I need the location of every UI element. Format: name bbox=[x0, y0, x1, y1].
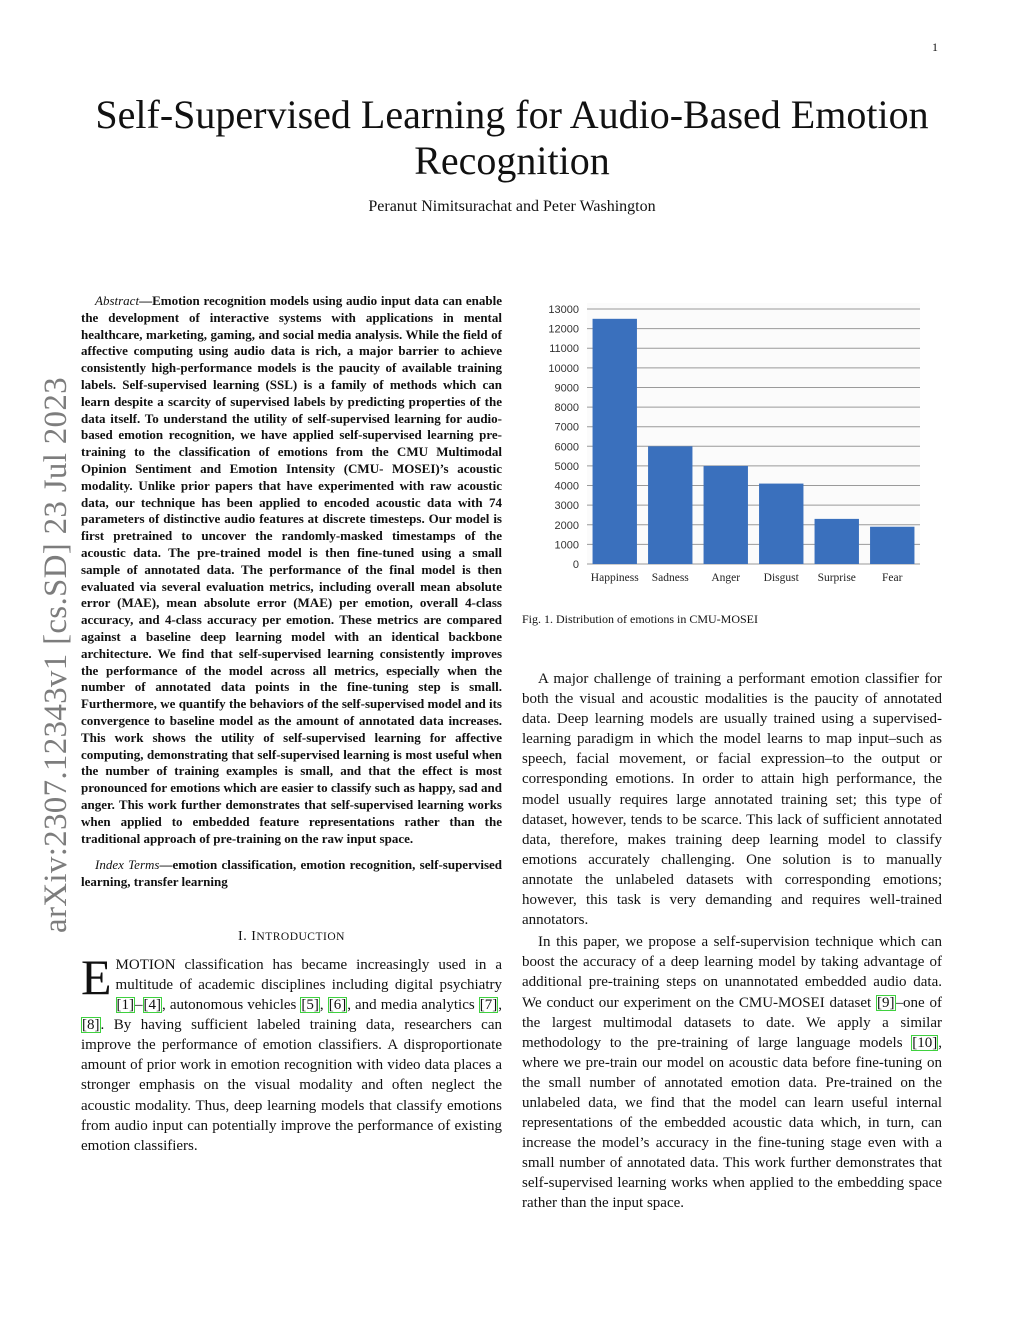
text-run: , bbox=[498, 997, 502, 1014]
section-title-initial: I bbox=[251, 928, 257, 944]
y-tick-label: 2000 bbox=[554, 519, 579, 532]
bar-happiness bbox=[593, 319, 637, 564]
section-title-rest: NTRODUCTION bbox=[256, 930, 345, 943]
y-tick-label: 1000 bbox=[554, 539, 579, 552]
right-column bbox=[522, 292, 942, 1214]
abstract bbox=[81, 293, 502, 847]
text-run: – bbox=[135, 997, 143, 1014]
x-tick-label: Happiness bbox=[590, 572, 639, 584]
left-column bbox=[81, 293, 502, 1156]
text-run: , where we pre-train our model on acoustic data before fine-tuning on the small number of annotated emotion data. Pre-trained on the unlabeled data, we find that the model can learn useful internal representations of the embedded acoustic data which, in turn, can increase the model’s accuracy in the fine-tuning stage even with a small number of annotated data. This work further demonstrates that self-supervised learning works when applied to the embedding space rather than the input space. bbox=[522, 1034, 942, 1212]
text-run: –one of the largest multimodal datasets to date. We apply a similar methodology to the pre-training of large language models bbox=[522, 994, 942, 1051]
section-number: I. bbox=[238, 928, 248, 944]
abstract-text: —Emotion recognition models using audio input data can enable the development of interactive systems with applications in mental healthcare, marketing, gaming, and social media analysis. While the field of affective computing using audio data is rich, a major barrier to achieve consistently high-performance models is the paucity of available training labels. Self-supervised learning (SSL) is a family of methods which can learn despite a scarcity of supervised labels by predicting properties of the data itself. To understand the utility of self-supervised learning for audio-based emotion recognition, we have applied self-supervised learning pre-training to the classification of emotions from the CMU Multimodal Opinion Sentiment and Emotion Intensity (CMU- MOSEI)’s acoustic modality. Unlike prior papers that have experimented with raw acoustic data, our technique has been applied to encoded acoustic data with 74 parameters of distinctive audio features at discrete timesteps. Our model is first pretrained to uncover the randomly-masked timestamps of the acoustic data. The pre-trained model is then fine-tuned using a small sample of annotated data. The performance of the final model is then evaluated via several evaluation metrics, including overall mean absolute error (MAE), mean absolute error (MAE) per emotion, overall 4-class accuracy, and 4-class accuracy per emotion. These metrics are compared against a baseline deep learning model with an identical backbone architecture. We find that self-supervised learning consistently improves the performance of the model across all metrics, especially when the number of annotated data points in the fine-tuning step is small. Furthermore, we quantify the behaviors of the self-supervised model and its convergence to baseline model as the amount of annotated data increases. This work shows the utility of self-supervised learning for affective computing, demonstrating that self-supervised learning is most useful when the number of training examples is small, and that the effect is most pronounced for emotions which are easier to classify such as happy, sad and anger. This work further demonstrates that self-supervised learning works when applied to embedded feature representations rather than the traditional approach of pre-training on the raw input space. bbox=[81, 293, 502, 846]
intro-paragraph-3 bbox=[522, 932, 942, 1213]
arxiv-identifier: arXiv:2307.12343v1 [cs.SD] 23 Jul 2023 bbox=[38, 377, 74, 933]
y-tick-label: 13000 bbox=[548, 304, 579, 316]
bar-disgust bbox=[759, 484, 803, 564]
page-number: 1 bbox=[932, 40, 938, 54]
text-run: , autonomous vehicles bbox=[162, 997, 301, 1014]
citation-link[interactable]: [10] bbox=[912, 1034, 938, 1051]
index-terms-label: Index Terms bbox=[95, 857, 160, 873]
y-tick-label: 0 bbox=[572, 559, 579, 571]
abstract-label: Abstract bbox=[95, 293, 140, 308]
x-tick-label: Fear bbox=[882, 572, 903, 584]
paper-authors: Peranut Nimitsurachat and Peter Washington bbox=[368, 198, 656, 215]
intro-paragraph-1 bbox=[81, 948, 502, 1156]
citation-link[interactable]: [8] bbox=[82, 1017, 100, 1034]
y-tick-label: 9000 bbox=[554, 382, 579, 395]
y-tick-label: 4000 bbox=[554, 480, 579, 493]
bar-fear bbox=[870, 527, 914, 564]
bar-anger bbox=[704, 466, 748, 564]
citation-link[interactable]: [6] bbox=[328, 997, 347, 1014]
y-tick-label: 8000 bbox=[554, 402, 579, 415]
citation-link[interactable]: [5] bbox=[301, 997, 319, 1014]
citation-link[interactable]: [9] bbox=[877, 994, 895, 1011]
text-run: . By having sufficient labeled training data, researchers can improve the performance of emotion classifiers. A disproportionate amount of prior work in emotion recognition with video data places a stronger emphasis on the visual modality and often neglect the acoustic modality. Thus, deep learning models that classify emotions from audio input can potentially improve the performance of existing emotion classifiers. bbox=[81, 1017, 502, 1154]
citation-link[interactable]: [1] bbox=[116, 997, 135, 1014]
text-run: In this paper, we propose a self-supervision technique which can boost the accuracy of a deep learning model by taking advantage of additional pre-training steps on unannotated embedded audio data. We conduct our experiment on the CMU-MOSEI dataset bbox=[522, 934, 942, 1011]
paper-title: Self-Supervised Learning for Audio-Based Emotion Recognition bbox=[95, 92, 929, 183]
y-tick-label: 12000 bbox=[548, 323, 579, 336]
x-tick-label: Sadness bbox=[651, 572, 689, 584]
intro-paragraph-2: A major challenge of training a performant emotion classifier for both the visual and acoustic modalities is the paucity of annotated data. Deep learning models are usually trained using a supervised-learning paradigm in which the model learns to map input–such as speech, facial movement, or facial expression–to the output or corresponding emotions. In order to attain high performance, the model usually requires large annotated training set; this type of dataset, however, tends to be scarce. This lack of sufficient annotated data, therefore, makes training deep learning model to classify emotions accurately challenging. One solution is to manually annotate the unlabeled datasets with corresponding emotions; however, this task is very demanding and requires well-trained annotators. bbox=[522, 671, 942, 929]
bar-surprise bbox=[815, 519, 859, 564]
y-tick-label: 6000 bbox=[554, 441, 579, 454]
figure-caption: Fig. 1. Distribution of emotions in CMU-MOSEI bbox=[522, 612, 759, 626]
y-tick-label: 10000 bbox=[548, 362, 579, 375]
y-tick-label: 11000 bbox=[549, 343, 579, 356]
y-tick-label: 5000 bbox=[554, 460, 579, 473]
text-run: MOTION classification has became increasingly used in a multitude of academic disciplines including digital psychiatry bbox=[115, 956, 502, 993]
section-heading-introduction bbox=[81, 929, 502, 945]
x-tick-label: Anger bbox=[711, 572, 741, 584]
x-tick-label: Surprise bbox=[817, 572, 856, 584]
index-terms bbox=[81, 857, 502, 891]
emotion-distribution-chart bbox=[522, 292, 942, 592]
figure-1 bbox=[522, 292, 942, 612]
x-tick-label: Disgust bbox=[763, 572, 799, 584]
y-tick-label: 3000 bbox=[554, 500, 579, 513]
text-run: , and media analytics bbox=[347, 997, 479, 1014]
index-terms-text: —emotion classification, emotion recognition, self-supervised learning, transfer learning bbox=[81, 857, 503, 890]
text-run: , bbox=[319, 997, 328, 1014]
y-tick-label: 7000 bbox=[554, 421, 579, 434]
citation-link[interactable]: [7] bbox=[479, 997, 498, 1014]
citation-link[interactable]: [4] bbox=[143, 997, 162, 1014]
bar-sadness bbox=[648, 446, 692, 564]
drop-cap: E bbox=[81, 948, 112, 1005]
right-body-text bbox=[522, 669, 942, 1214]
